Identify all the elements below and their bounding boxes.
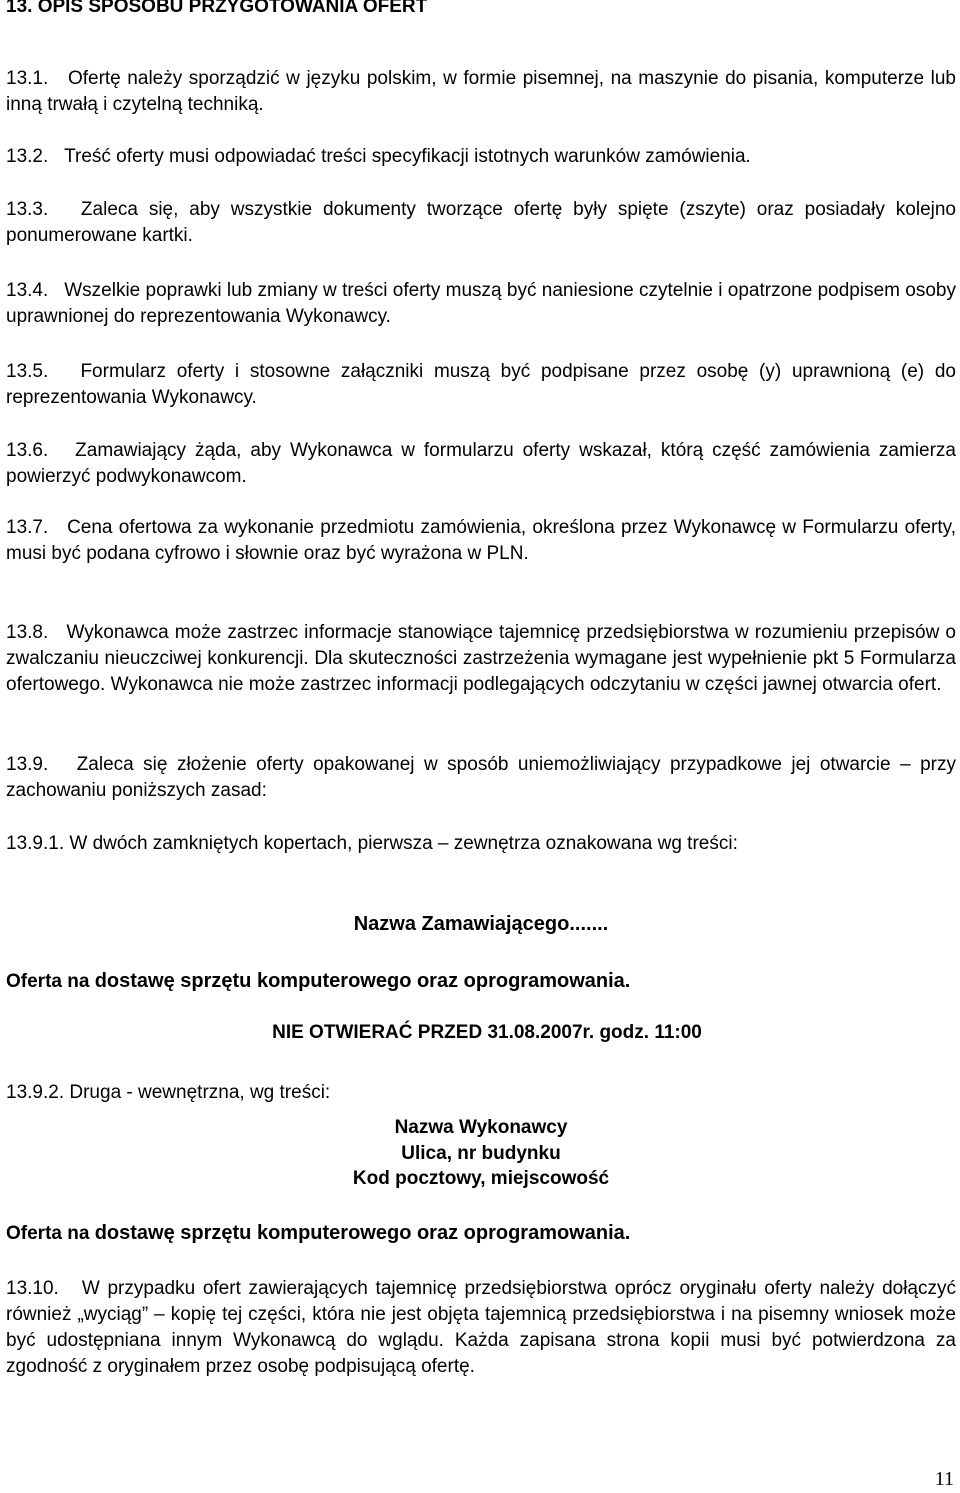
paragraph-13-7 (6, 515, 956, 567)
offer-prefix: Oferta na (6, 1223, 95, 1244)
paragraph-number: 13.6. (6, 440, 49, 461)
paragraph-number: 13.8. (6, 622, 49, 643)
paragraph-text: Wszelkie poprawki lub zmiany w treści oferty muszą być naniesione czytelnie i opatrzone podpisem osoby uprawnionej do reprezentowania Wykonawcy. (6, 280, 957, 327)
section-heading: 13. OPIS SPOSOBU PRZYGOTOWANIA OFERT (6, 0, 428, 17)
paragraph-13-10 (6, 1276, 956, 1380)
paragraph-13-4 (6, 278, 956, 330)
paragraph-number: 13.4. (6, 280, 49, 301)
paragraph-13-6 (6, 438, 956, 490)
offer-subject: dostawę sprzętu komputerowego oraz oprogramowania. (94, 1222, 631, 1244)
envelope-inner-line-1: Nazwa Wykonawcy (394, 1117, 568, 1138)
paragraph-text: Zaleca się złożenie oferty opakowanej w sposób uniemożliwiający przypadkowe jej otwarcie – przy zachowaniu poniższych zasad: (6, 754, 957, 801)
paragraph-13-8 (6, 620, 956, 698)
subparagraph-13-9-2: 13.9.2. Druga - wewnętrzna, wg treści: (6, 1082, 331, 1103)
paragraph-text: Cena ofertowa za wykonanie przedmiotu zamówienia, określona przez Wykonawcę w Formularzu oferty, musi być podana cyfrowo i słownie oraz być wyrażona w PLN. (6, 517, 956, 564)
paragraph-13-3 (6, 197, 956, 249)
paragraph-text: Formularz oferty i stosowne załączniki muszą być podpisane przez osobę (y) uprawnioną (e) do reprezentowania Wykonawcy. (6, 361, 956, 408)
paragraph-text: W przypadku ofert zawierających tajemnicę przedsiębiorstwa oprócz oryginału oferty należy dołączyć również „wyciąg” – kopię tej części, która nie jest objęta tajemnicą przedsiębiorstwa i na pisemny wniosek może być udostępniana innym Wykonawcą do wglądu. Każda zapisana strona kopii musi być potwierdzona za zgodność z oryginałem przez osobę podpisującą ofertę. (6, 1278, 956, 1377)
paragraph-number: 13.10. (6, 1278, 59, 1299)
page-number: 11 (934, 1468, 954, 1490)
subparagraph-13-9-1: 13.9.1. W dwóch zamkniętych kopertach, pierwsza – zewnętrza oznakowana wg treści: (6, 833, 738, 854)
paragraph-number: 13.5. (6, 361, 49, 382)
paragraph-text: Ofertę należy sporządzić w języku polskim, w formie pisemnej, na maszynie do pisania, komputerze lub inną trwałą i czytelną techniką. (6, 68, 957, 115)
do-not-open-notice: NIE OTWIERAĆ PRZED 31.08.2007r. godz. 11:00 (272, 1022, 702, 1043)
envelope-outer-recipient: Nazwa Zamawiającego....... (353, 913, 609, 935)
offer-prefix: Oferta na (6, 971, 95, 992)
paragraph-text: Zamawiający żąda, aby Wykonawca w formularzu oferty wskazał, którą część zamówienia zamierza powierzyć podwykonawcom. (6, 440, 956, 487)
offer-subject: dostawę sprzętu komputerowego oraz oprogramowania. (94, 970, 631, 992)
paragraph-number: 13.3. (6, 199, 49, 220)
paragraph-13-1 (6, 66, 956, 118)
envelope-inner-line-3: Kod pocztowy, miejscowość (352, 1168, 610, 1189)
envelope-inner-offer-line (6, 1222, 630, 1245)
envelope-outer-offer-line (6, 970, 630, 993)
paragraph-number: 13.1. (6, 68, 49, 89)
paragraph-13-2 (6, 144, 956, 170)
paragraph-text: Zaleca się, aby wszystkie dokumenty tworzące ofertę były spięte (zszyte) oraz posiadały kolejno ponumerowane kartki. (6, 199, 956, 246)
paragraph-number: 13.9. (6, 754, 49, 775)
paragraph-text: Treść oferty musi odpowiadać treści specyfikacji istotnych warunków zamówienia. (64, 146, 751, 167)
paragraph-text: Wykonawca może zastrzec informacje stanowiące tajemnicę przedsiębiorstwa w rozumieniu przepisów o zwalczaniu nieuczciwej konkurencji. Dla skuteczności zastrzeżenia wymagane jest wypełnienie pkt 5 Formularza ofertowego. Wykonawca nie może zastrzec informacji podlegających odczytaniu w części jawnej otwarcia ofert. (6, 622, 956, 695)
paragraph-13-5 (6, 359, 956, 411)
envelope-inner-line-2: Ulica, nr budynku (401, 1143, 561, 1164)
paragraph-number: 13.7. (6, 517, 49, 538)
paragraph-number: 13.2. (6, 146, 49, 167)
paragraph-13-9 (6, 752, 956, 804)
